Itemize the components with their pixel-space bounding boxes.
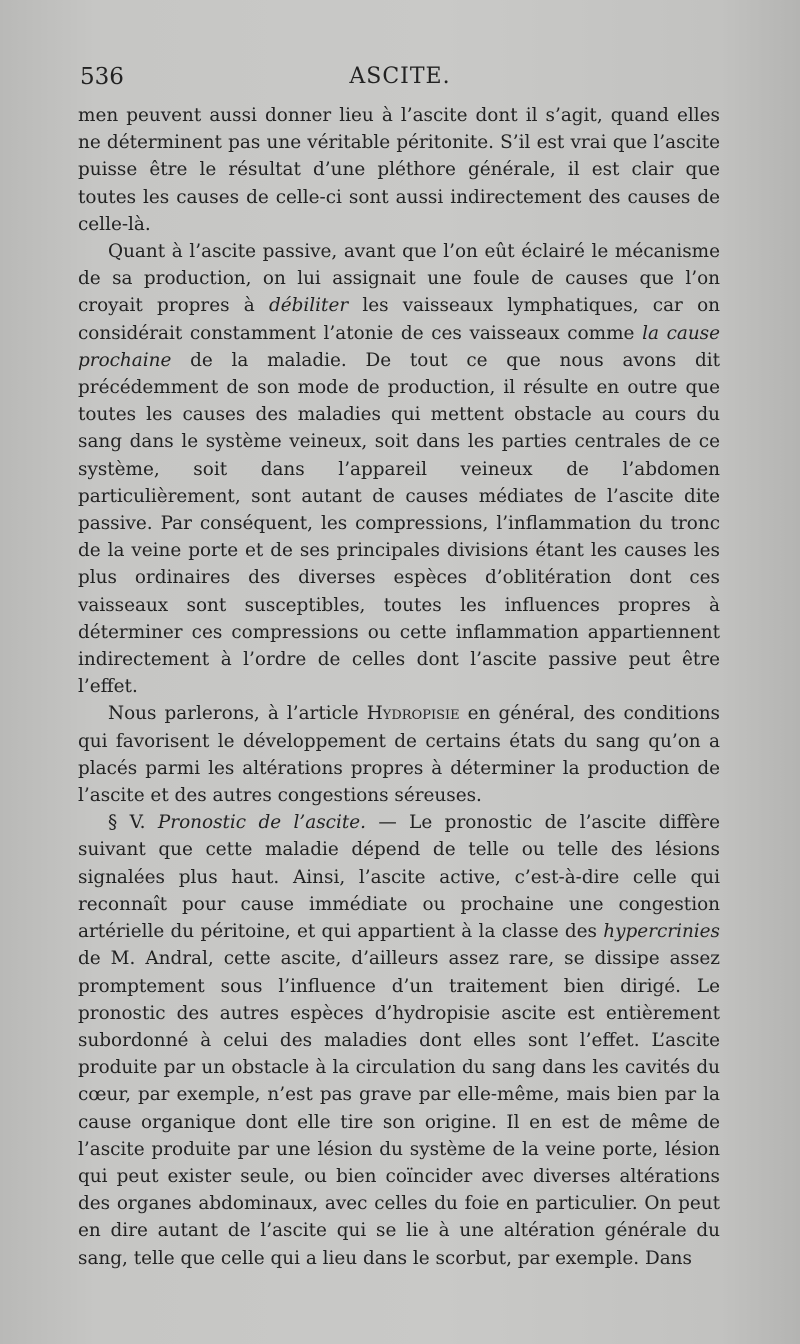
running-title: ASCITE. (349, 64, 451, 89)
italic-term: débiliter (268, 295, 349, 317)
text-segment: de M. Andral, cette ascite, d’ailleurs assez rare, se dissipe assez promptement sous l’influence d’un traitement bien dirigé. Le pronostic des autres espèces d’hydropisie ascite est entièrement subordonné à celui des maladies dont elles sont l’effet. L’ascite produite par un obstacle à la circulation du sang dans les cavités du cœur, par exemple, n’est pas grave par elle-même, mais bien par la cause organique dont elle tire son origine. Il en est de même de l’ascite produite par une lésion du système de la veine porte, lésion qui peut exister seule, ou bien coïncider avec diverses altérations des organes abdominaux, avec celles du foie en particulier. On peut en dire autant de l’ascite qui se lie à une altération générale du sang, telle que celle qui a lieu dans le scorbut, par exemple. Dans (78, 948, 720, 1269)
paragraph (78, 102, 720, 238)
page-number: 536 (80, 64, 124, 90)
text-segment: les vaisseaux lymphatiques, car on considérait constamment l’atonie de ces vaisseaux comme (78, 295, 720, 344)
section-heading: Pronostic de l’ascite. (157, 812, 366, 834)
page-header (80, 60, 720, 96)
paragraph (78, 238, 720, 700)
text-segment: Quant à l’ascite passive, avant que l’on eût éclairé le mécanisme de sa production, on lui assignait une foule de causes que l’on croyait propres à (78, 241, 720, 317)
body-text (78, 102, 720, 1272)
text-segment: — Le pronostic de l’ascite diffère suivant que cette maladie dépend de telle ou telle des lésions signalées plus haut. Ainsi, l’ascite active, c’est-à-dire celle qui reconnaît pour cause immédiate ou prochaine une congestion artérielle du péritoine, et qui appartient à la classe des (78, 812, 720, 943)
section-mark: § V. (108, 812, 158, 834)
small-caps-term: Hydropisie (366, 703, 460, 725)
paragraph (78, 809, 720, 1271)
text-segment: Nous parlerons, à l’article (108, 703, 367, 725)
text-segment: men peuvent aussi donner lieu à l’ascite dont il s’agit, quand elles ne déterminent pas une véritable péritonite. S’il est vrai que l’ascite puisse être le résultat d’une pléthore générale, il est clair que toutes les causes de celle-ci sont aussi indirectement des causes de celle-là. (78, 105, 720, 235)
paragraph (78, 700, 720, 809)
text-segment: de la maladie. De tout ce que nous avons dit précédemment de son mode de production, il résulte en outre que toutes les causes des maladies qui mettent obstacle au cours du sang dans le système veineux, soit dans les parties centrales de ce système, soit dans l’appareil veineux de l’abdomen particulièrement, sont autant de causes médiates de l’ascite dite passive. Par conséquent, les compressions, l’inflammation du tronc de la veine porte et de ses principales divisions étant les causes les plus ordinaires des diverses espèces d’oblitération dont ces vaisseaux sont susceptibles, toutes les influences propres à déterminer ces compressions ou cette inflammation appartiennent indirectement à l’ordre de celles dont l’ascite passive peut être l’effet. (78, 349, 720, 698)
italic-term: la cause prochaine (78, 322, 720, 371)
text-segment: en général, des conditions qui favorisent le développement de certains états du sang qu’on a placés parmi les altérations propres à déterminer la production de l’ascite et des autres congestions séreuses. (78, 703, 720, 807)
italic-term: hypercrinies (603, 921, 720, 943)
